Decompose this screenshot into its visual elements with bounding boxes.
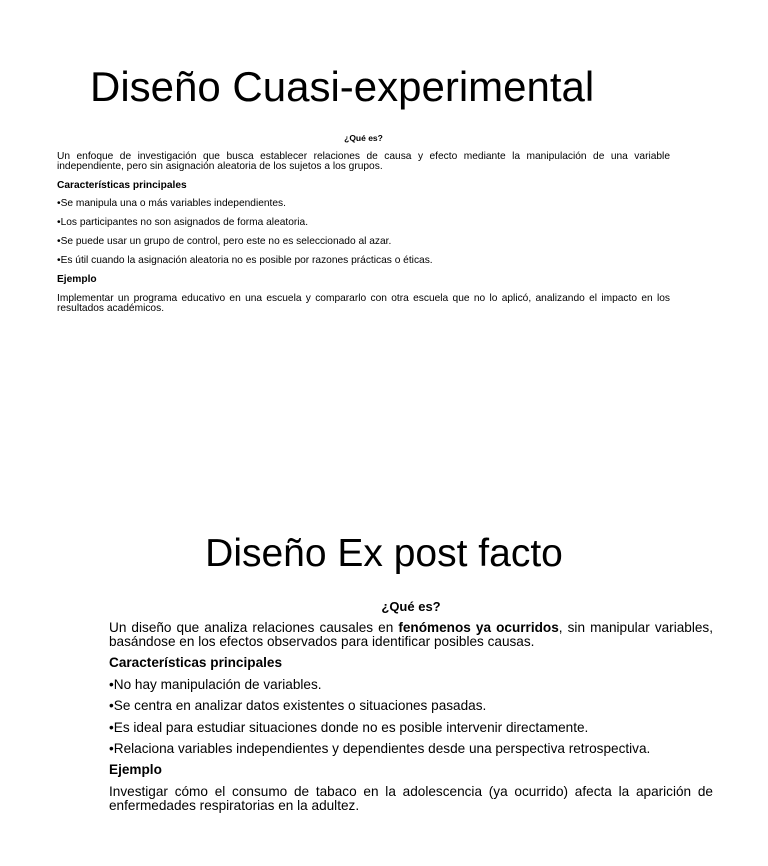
example-text: Investigar cómo el consumo de tabaco en la adolescencia (ya ocurrido) afecta la aparición de enfermedades respiratorias en la adultez. (109, 784, 713, 813)
slide-title: Diseño Ex post facto (205, 532, 563, 575)
question-heading: ¿Qué es? (344, 133, 383, 143)
definition-emphasis: fenómenos ya ocurridos (398, 619, 559, 635)
characteristic-item: •Los participantes no son asignados de forma aleatoria. (57, 217, 309, 228)
characteristic-item: •Es ideal para estudiar situaciones donde no es posible intervenir directamente. (109, 719, 589, 735)
example-text: Implementar un programa educativo en una escuela y compararlo con otra escuela que no lo aplicó, analizando el impacto en los resultados académicos. (57, 292, 670, 314)
slide-body (57, 133, 670, 323)
definition-text (109, 621, 713, 649)
characteristic-item: •Relaciona variables independientes y dependientes desde una perspectiva retrospectiva. (109, 741, 651, 757)
definition-text: Un enfoque de investigación que busca establecer relaciones de causa y efecto mediante la manipulación de una variable independiente, pero sin asignación aleatoria de los sujetos a los grupos. (57, 150, 670, 172)
characteristic-item: •Se manipula una o más variables independientes. (57, 198, 286, 209)
characteristics-heading: Características principales (57, 179, 187, 191)
slide-title: Diseño Cuasi-experimental (90, 63, 595, 110)
characteristic-item: •Es útil cuando la asignación aleatoria no es posible por razones prácticas o éticas. (57, 255, 433, 266)
example-heading: Ejemplo (109, 762, 162, 778)
definition-text-end: , sin manipular variables, basándose en los efectos observados para identificar posibles causas. (109, 619, 713, 649)
characteristic-item: •Se centra en analizar datos existentes o situaciones pasadas. (109, 698, 487, 714)
question-heading: ¿Qué es? (381, 599, 441, 614)
example-heading: Ejemplo (57, 274, 97, 285)
characteristic-item: •Se puede usar un grupo de control, pero este no es seleccionado al azar. (57, 236, 392, 247)
slide-ex-post-facto (0, 433, 768, 866)
definition-text-start: Un diseño que analiza relaciones causales en (109, 619, 399, 635)
characteristic-item: •No hay manipulación de variables. (109, 677, 322, 693)
characteristics-heading: Características principales (109, 655, 283, 671)
slide-body (109, 600, 713, 821)
